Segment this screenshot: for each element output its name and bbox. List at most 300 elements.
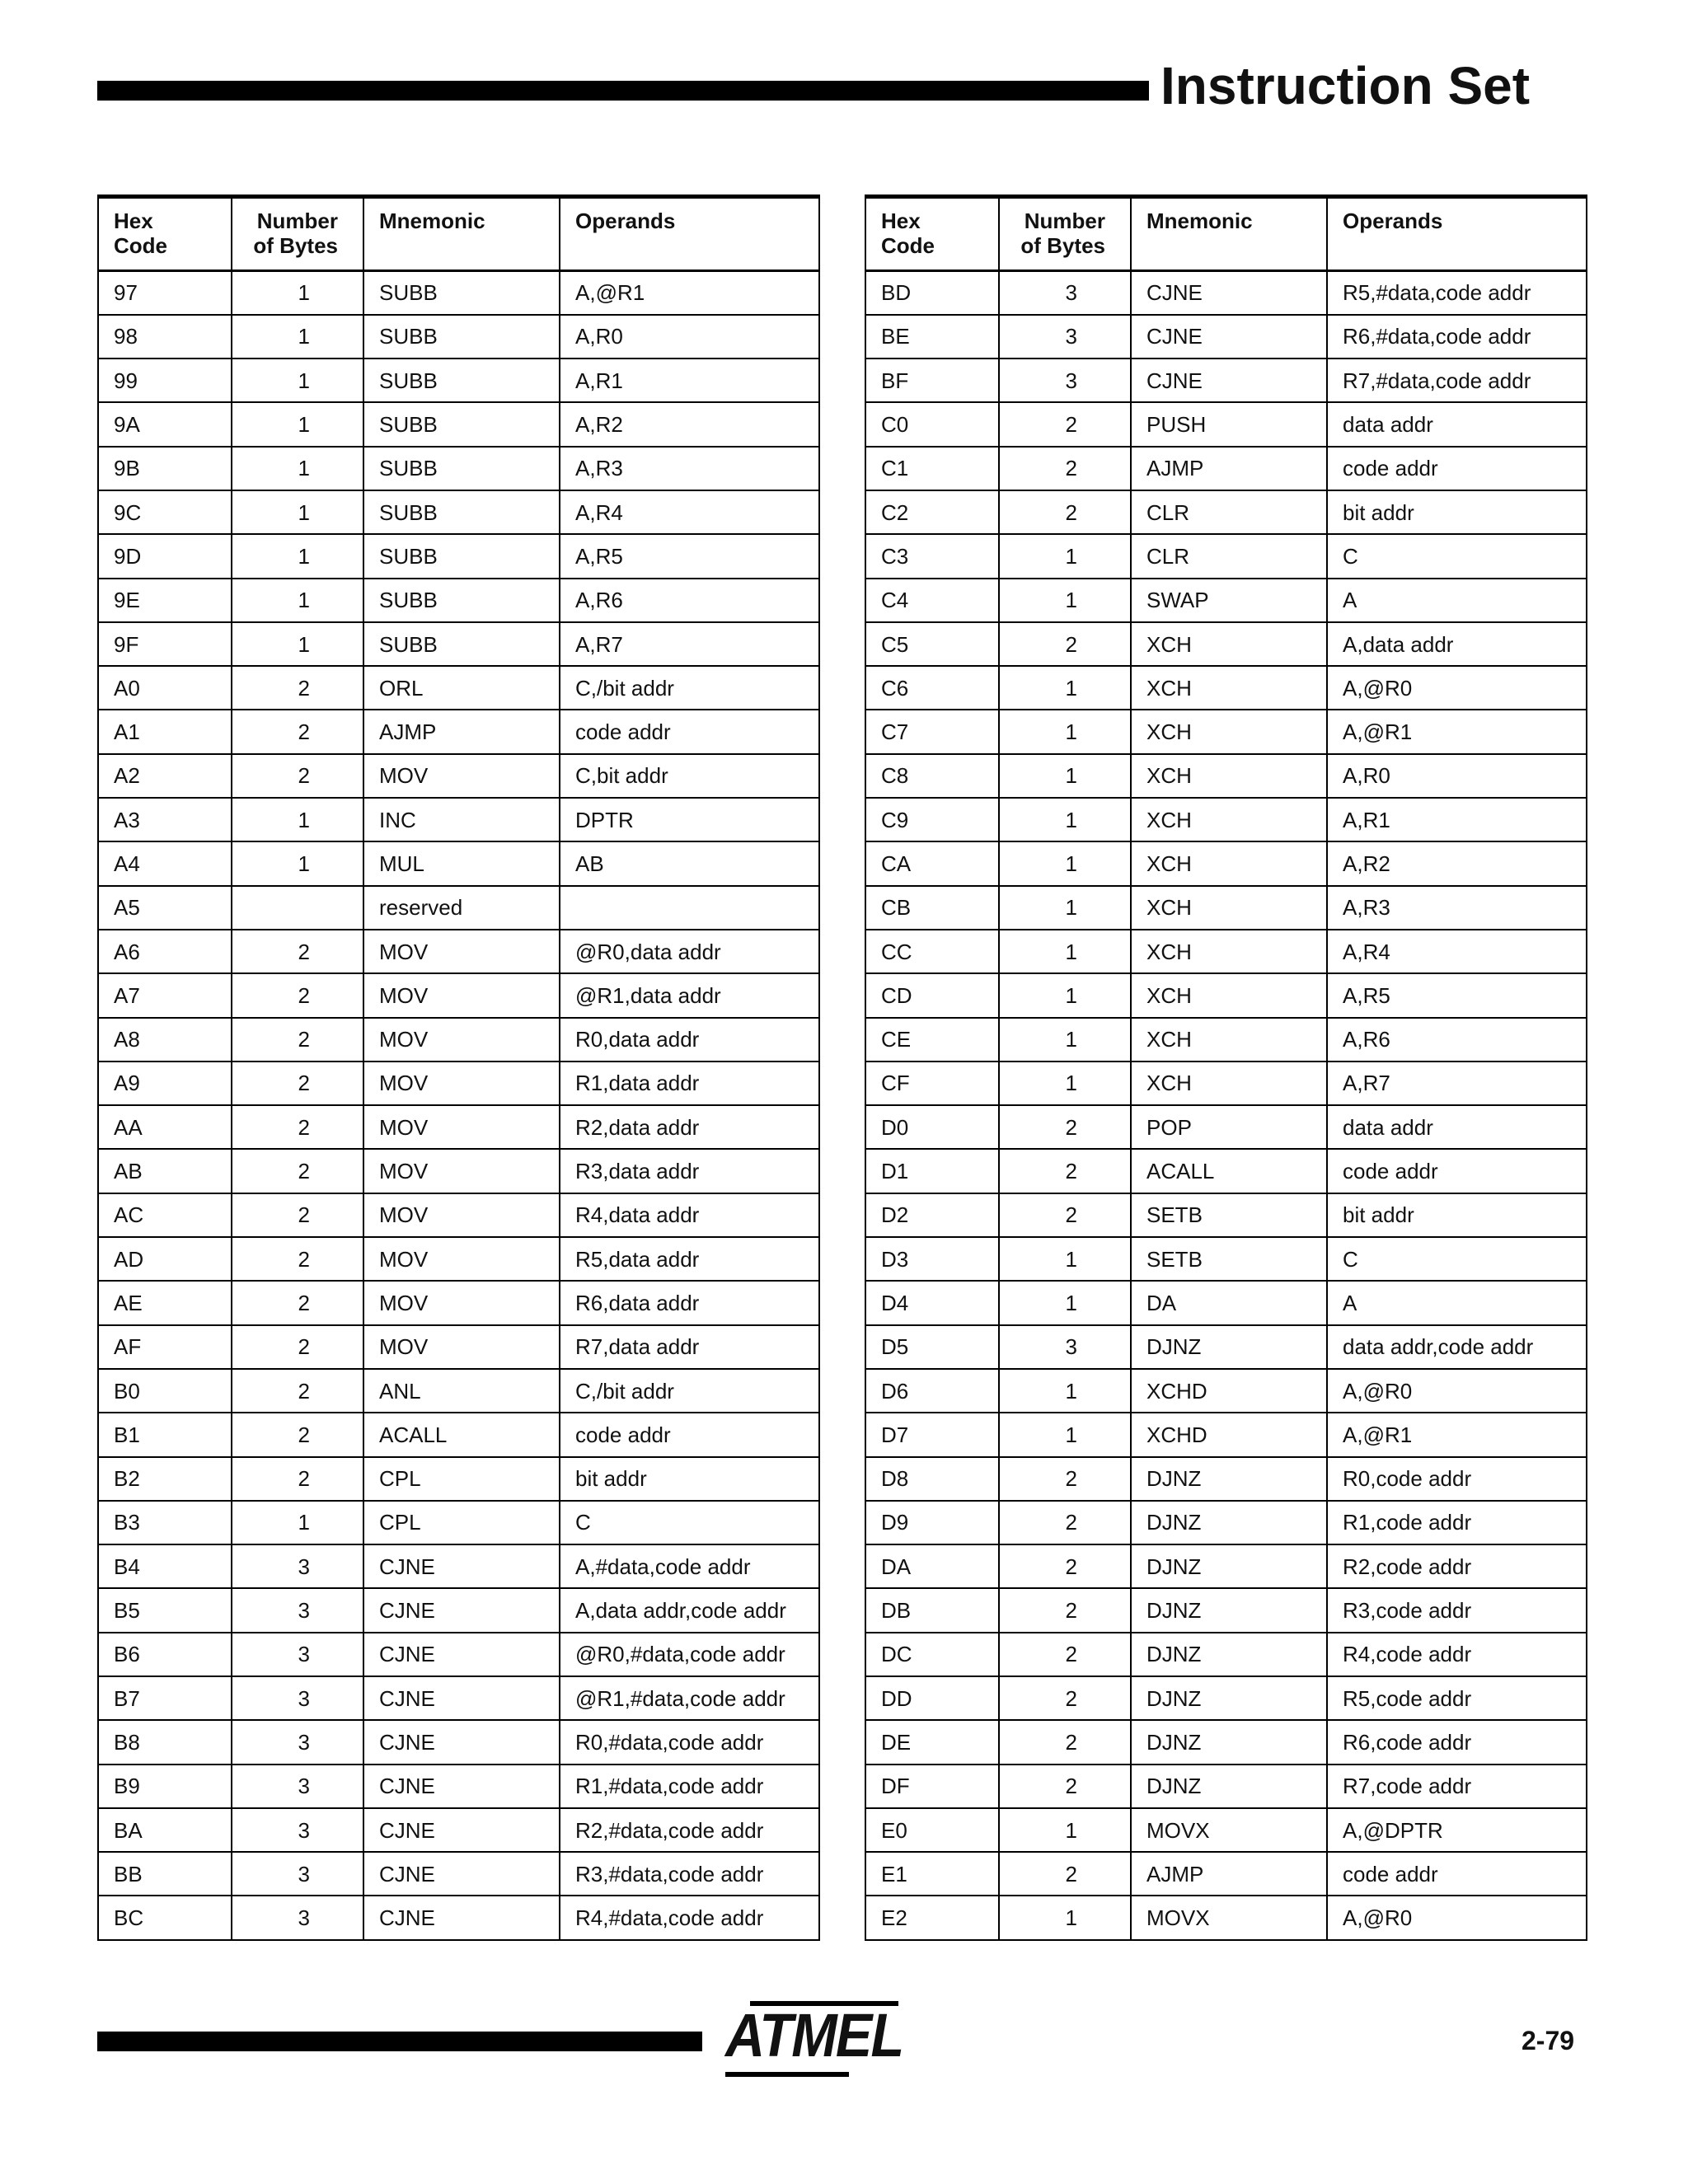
mnemonic-cell: DJNZ [1131, 1765, 1327, 1808]
hex-code-cell: DE [865, 1720, 999, 1764]
operands-cell: @R1,#data,code addr [560, 1676, 819, 1720]
operands-cell: C [560, 1501, 819, 1544]
column-header-hex-code [865, 197, 999, 271]
mnemonic-cell: CJNE [363, 1765, 560, 1808]
operands-cell: code addr [1327, 1852, 1587, 1896]
hex-code-cell: CD [865, 973, 999, 1017]
mnemonic-cell: DA [1131, 1281, 1327, 1324]
mnemonic-cell: XCH [1131, 622, 1327, 666]
mnemonic-cell: SETB [1131, 1193, 1327, 1237]
mnemonic-cell: MOVX [1131, 1808, 1327, 1852]
hex-code-cell: DC [865, 1633, 999, 1676]
table-header-row [98, 197, 819, 271]
mnemonic-cell: DJNZ [1131, 1720, 1327, 1764]
mnemonic-cell: CJNE [363, 1676, 560, 1720]
table-row [98, 1062, 819, 1105]
hex-code-cell: D4 [865, 1281, 999, 1324]
hex-code-cell: B6 [98, 1633, 232, 1676]
operands-cell: bit addr [1327, 490, 1587, 534]
mnemonic-cell: DJNZ [1131, 1501, 1327, 1544]
operands-cell: R2,code addr [1327, 1544, 1587, 1588]
hex-code-cell: C4 [865, 579, 999, 622]
table-row [865, 1765, 1587, 1808]
table-header-row [865, 197, 1587, 271]
hex-code-cell: AA [98, 1105, 232, 1149]
table-row [865, 490, 1587, 534]
mnemonic-cell: SUBB [363, 447, 560, 490]
byte-count-cell: 2 [999, 1588, 1131, 1632]
operands-cell: @R1,data addr [560, 973, 819, 1017]
hex-code-cell: 99 [98, 359, 232, 402]
table-row [98, 973, 819, 1017]
byte-count-cell: 2 [999, 1765, 1131, 1808]
mnemonic-cell: ANL [363, 1369, 560, 1413]
operands-cell: A,R7 [560, 622, 819, 666]
table-row [865, 447, 1587, 490]
byte-count-cell: 3 [232, 1808, 363, 1852]
byte-count-cell: 2 [232, 1325, 363, 1369]
hex-code-cell: E1 [865, 1852, 999, 1896]
hex-code-cell: A7 [98, 973, 232, 1017]
operands-cell: R7,#data,code addr [1327, 359, 1587, 402]
mnemonic-cell: XCH [1131, 930, 1327, 973]
byte-count-cell: 2 [999, 1501, 1131, 1544]
hex-code-cell: C2 [865, 490, 999, 534]
byte-count-cell: 2 [232, 973, 363, 1017]
mnemonic-cell: MOV [363, 1237, 560, 1281]
table-row [865, 1501, 1587, 1544]
mnemonic-cell: MOV [363, 1281, 560, 1324]
table-row [865, 1413, 1587, 1456]
byte-count-cell: 2 [999, 1457, 1131, 1501]
hex-code-cell: AB [98, 1149, 232, 1193]
operands-cell: A [1327, 579, 1587, 622]
hex-code-cell: AF [98, 1325, 232, 1369]
operands-cell: R0,data addr [560, 1018, 819, 1062]
table-row [98, 886, 819, 930]
mnemonic-cell: XCH [1131, 1018, 1327, 1062]
byte-count-cell: 3 [232, 1633, 363, 1676]
byte-count-cell: 2 [999, 1544, 1131, 1588]
column-header-hex-code [98, 197, 232, 271]
table-row [98, 1896, 819, 1939]
hex-code-cell: 9E [98, 579, 232, 622]
table-row [98, 622, 819, 666]
column-header-operands: Operands [1327, 197, 1587, 271]
table-row [865, 1369, 1587, 1413]
hex-code-cell: CB [865, 886, 999, 930]
hex-code-cell: 9B [98, 447, 232, 490]
operands-cell: data addr [1327, 402, 1587, 446]
hex-code-cell: A9 [98, 1062, 232, 1105]
operands-cell: code addr [1327, 1149, 1587, 1193]
byte-count-cell: 2 [232, 710, 363, 753]
table-row [865, 1457, 1587, 1501]
hex-code-cell: CF [865, 1062, 999, 1105]
byte-count-cell: 3 [999, 271, 1131, 315]
operands-cell: A,#data,code addr [560, 1544, 819, 1588]
operands-cell: R1,code addr [1327, 1501, 1587, 1544]
table-row [865, 402, 1587, 446]
table-row [865, 1237, 1587, 1281]
hex-code-cell: D5 [865, 1325, 999, 1369]
operands-cell: A,@R0 [1327, 1369, 1587, 1413]
operands-cell: A,data addr [1327, 622, 1587, 666]
table-row [98, 271, 819, 315]
table-row [98, 315, 819, 359]
table-row [865, 1105, 1587, 1149]
operands-cell: R1,#data,code addr [560, 1765, 819, 1808]
hex-code-cell: D9 [865, 1501, 999, 1544]
instruction-table-right [865, 194, 1587, 1941]
hex-code-cell: 9A [98, 402, 232, 446]
byte-count-cell: 2 [232, 1369, 363, 1413]
hex-code-cell: A5 [98, 886, 232, 930]
logo-stripe-bottom [725, 2072, 849, 2077]
operands-cell: R4,#data,code addr [560, 1896, 819, 1939]
instruction-table-left [97, 194, 820, 1941]
byte-count-cell: 3 [232, 1544, 363, 1588]
byte-count-cell: 1 [999, 886, 1131, 930]
column-header-operands: Operands [560, 197, 819, 271]
table-row [98, 1149, 819, 1193]
operands-cell: R4,code addr [1327, 1633, 1587, 1676]
hex-code-cell: AC [98, 1193, 232, 1237]
table-row [865, 622, 1587, 666]
operands-cell: @R0,#data,code addr [560, 1633, 819, 1676]
operands-cell: A,R5 [1327, 973, 1587, 1017]
mnemonic-cell: MOV [363, 1105, 560, 1149]
mnemonic-cell: CLR [1131, 490, 1327, 534]
mnemonic-cell: CJNE [363, 1852, 560, 1896]
byte-count-cell: 3 [232, 1896, 363, 1939]
hex-code-cell: E0 [865, 1808, 999, 1852]
byte-count-cell: 1 [999, 534, 1131, 578]
operands-cell: R2,data addr [560, 1105, 819, 1149]
hex-code-cell: DA [865, 1544, 999, 1588]
mnemonic-cell: CJNE [363, 1720, 560, 1764]
mnemonic-cell: CPL [363, 1457, 560, 1501]
mnemonic-cell: MOV [363, 973, 560, 1017]
byte-count-cell: 1 [999, 1237, 1131, 1281]
operands-cell: AB [560, 841, 819, 885]
hex-code-cell: B2 [98, 1457, 232, 1501]
logo-text: ATMEL [725, 2001, 903, 2069]
table-row [865, 1633, 1587, 1676]
operands-cell: DPTR [560, 798, 819, 841]
table-row [98, 1369, 819, 1413]
byte-count-cell: 3 [232, 1852, 363, 1896]
hex-code-cell: DD [865, 1676, 999, 1720]
byte-count-cell [232, 886, 363, 930]
table-row [98, 534, 819, 578]
byte-count-cell: 1 [999, 1018, 1131, 1062]
mnemonic-cell: CJNE [363, 1544, 560, 1588]
hex-code-cell: AE [98, 1281, 232, 1324]
operands-cell: R4,data addr [560, 1193, 819, 1237]
byte-count-cell: 1 [999, 930, 1131, 973]
byte-count-cell: 1 [999, 1413, 1131, 1456]
hex-code-cell: CA [865, 841, 999, 885]
table-row [98, 1676, 819, 1720]
table-row [98, 1105, 819, 1149]
operands-cell: data addr,code addr [1327, 1325, 1587, 1369]
table-row [98, 490, 819, 534]
operands-cell: C,/bit addr [560, 666, 819, 710]
operands-cell: A,@R0 [1327, 666, 1587, 710]
operands-cell: bit addr [560, 1457, 819, 1501]
byte-count-cell: 1 [999, 710, 1131, 753]
operands-cell: A,@R1 [1327, 710, 1587, 753]
byte-count-cell: 3 [232, 1765, 363, 1808]
mnemonic-cell: ACALL [1131, 1149, 1327, 1193]
mnemonic-cell: XCH [1131, 886, 1327, 930]
operands-cell: A,R6 [1327, 1018, 1587, 1062]
hex-code-cell: A6 [98, 930, 232, 973]
mnemonic-cell: MOV [363, 1018, 560, 1062]
hex-code-cell: C6 [865, 666, 999, 710]
mnemonic-cell: MOV [363, 930, 560, 973]
byte-count-cell: 1 [999, 798, 1131, 841]
hex-code-cell: D0 [865, 1105, 999, 1149]
hex-code-cell: D7 [865, 1413, 999, 1456]
operands-cell: R1,data addr [560, 1062, 819, 1105]
hex-code-cell: E2 [865, 1896, 999, 1939]
table-row [98, 1457, 819, 1501]
mnemonic-cell: SUBB [363, 315, 560, 359]
byte-count-cell: 1 [232, 402, 363, 446]
operands-cell: A,R4 [1327, 930, 1587, 973]
mnemonic-cell: DJNZ [1131, 1325, 1327, 1369]
byte-count-cell: 3 [232, 1588, 363, 1632]
mnemonic-cell: SUBB [363, 579, 560, 622]
byte-count-cell: 1 [232, 534, 363, 578]
hex-code-cell: BA [98, 1808, 232, 1852]
table-row [98, 1852, 819, 1896]
operands-cell: @R0,data addr [560, 930, 819, 973]
byte-count-cell: 3 [999, 359, 1131, 402]
mnemonic-cell: MOV [363, 1193, 560, 1237]
operands-cell: code addr [560, 1413, 819, 1456]
header-hex-line1: Hex [114, 209, 153, 233]
byte-count-cell: 1 [232, 359, 363, 402]
byte-count-cell: 1 [999, 1369, 1131, 1413]
column-header-number-of-bytes [999, 197, 1131, 271]
mnemonic-cell: CJNE [363, 1633, 560, 1676]
table-row [98, 1501, 819, 1544]
mnemonic-cell: MOV [363, 1062, 560, 1105]
operands-cell: data addr [1327, 1105, 1587, 1149]
operands-cell: R7,code addr [1327, 1765, 1587, 1808]
hex-code-cell: C7 [865, 710, 999, 753]
operands-cell: R3,#data,code addr [560, 1852, 819, 1896]
table-row [98, 359, 819, 402]
mnemonic-cell: CJNE [1131, 315, 1327, 359]
table-row [865, 1852, 1587, 1896]
table-row [865, 1018, 1587, 1062]
operands-cell: A,R0 [1327, 754, 1587, 798]
mnemonic-cell: XCHD [1131, 1369, 1327, 1413]
hex-code-cell: B4 [98, 1544, 232, 1588]
hex-code-cell: D1 [865, 1149, 999, 1193]
operands-cell: A,@R1 [1327, 1413, 1587, 1456]
column-header-number-of-bytes [232, 197, 363, 271]
page-number: 2-79 [1522, 2026, 1575, 2055]
byte-count-cell: 1 [232, 579, 363, 622]
table-row [865, 973, 1587, 1017]
table-row [98, 666, 819, 710]
byte-count-cell: 1 [999, 1062, 1131, 1105]
hex-code-cell: B1 [98, 1413, 232, 1456]
mnemonic-cell: AJMP [1131, 447, 1327, 490]
table-row [865, 1896, 1587, 1939]
operands-cell: C [1327, 534, 1587, 578]
mnemonic-cell: SETB [1131, 1237, 1327, 1281]
byte-count-cell: 2 [232, 666, 363, 710]
byte-count-cell: 3 [999, 1325, 1131, 1369]
mnemonic-cell: XCH [1131, 1062, 1327, 1105]
hex-code-cell: BF [865, 359, 999, 402]
hex-code-cell: C8 [865, 754, 999, 798]
hex-code-cell: BD [865, 271, 999, 315]
table-body-left [98, 271, 819, 1940]
table-row [865, 1193, 1587, 1237]
hex-code-cell: B9 [98, 1765, 232, 1808]
table-row [98, 798, 819, 841]
mnemonic-cell: XCH [1131, 710, 1327, 753]
table-row [865, 886, 1587, 930]
operands-cell: A,R4 [560, 490, 819, 534]
mnemonic-cell: PUSH [1131, 402, 1327, 446]
mnemonic-cell: SUBB [363, 359, 560, 402]
mnemonic-cell: XCH [1131, 841, 1327, 885]
mnemonic-cell: CJNE [1131, 359, 1327, 402]
mnemonic-cell: SUBB [363, 490, 560, 534]
operands-cell: R5,code addr [1327, 1676, 1587, 1720]
byte-count-cell: 3 [232, 1676, 363, 1720]
hex-code-cell: C1 [865, 447, 999, 490]
hex-code-cell: A0 [98, 666, 232, 710]
byte-count-cell: 1 [232, 315, 363, 359]
operands-cell: A,R5 [560, 534, 819, 578]
table-row [865, 930, 1587, 973]
table-row [98, 1193, 819, 1237]
byte-count-cell: 2 [999, 447, 1131, 490]
byte-count-cell: 2 [232, 1062, 363, 1105]
byte-count-cell: 2 [232, 1281, 363, 1324]
byte-count-cell: 1 [999, 754, 1131, 798]
mnemonic-cell: AJMP [363, 710, 560, 753]
hex-code-cell: DB [865, 1588, 999, 1632]
mnemonic-cell: CJNE [363, 1896, 560, 1939]
mnemonic-cell: CJNE [1131, 271, 1327, 315]
table-row [865, 534, 1587, 578]
table-row [865, 1062, 1587, 1105]
table-row [865, 666, 1587, 710]
byte-count-cell: 2 [999, 490, 1131, 534]
hex-code-cell: C9 [865, 798, 999, 841]
table-row [865, 271, 1587, 315]
mnemonic-cell: SUBB [363, 622, 560, 666]
table-row [98, 402, 819, 446]
table-row [865, 1808, 1587, 1852]
hex-code-cell: B7 [98, 1676, 232, 1720]
table-row [865, 798, 1587, 841]
mnemonic-cell: XCH [1131, 973, 1327, 1017]
hex-code-cell: BE [865, 315, 999, 359]
operands-cell: R6,code addr [1327, 1720, 1587, 1764]
operands-cell: A [1327, 1281, 1587, 1324]
byte-count-cell: 2 [232, 1149, 363, 1193]
byte-count-cell: 1 [232, 447, 363, 490]
table-body-right [865, 271, 1587, 1940]
operands-cell: R3,data addr [560, 1149, 819, 1193]
byte-count-cell: 3 [232, 1720, 363, 1764]
byte-count-cell: 2 [232, 754, 363, 798]
header-rule [97, 81, 1149, 101]
operands-cell: R0,#data,code addr [560, 1720, 819, 1764]
operands-cell: C [1327, 1237, 1587, 1281]
table-row [98, 447, 819, 490]
table-row [865, 841, 1587, 885]
hex-code-cell: AD [98, 1237, 232, 1281]
hex-code-cell: C5 [865, 622, 999, 666]
operands-cell: A,@R0 [1327, 1896, 1587, 1939]
table-row [865, 710, 1587, 753]
mnemonic-cell: MOVX [1131, 1896, 1327, 1939]
hex-code-cell: A8 [98, 1018, 232, 1062]
table-row [98, 1765, 819, 1808]
mnemonic-cell: XCHD [1131, 1413, 1327, 1456]
mnemonic-cell: MOV [363, 754, 560, 798]
hex-code-cell: A2 [98, 754, 232, 798]
byte-count-cell: 2 [999, 622, 1131, 666]
operands-cell: R0,code addr [1327, 1457, 1587, 1501]
table-row [98, 1413, 819, 1456]
mnemonic-cell: MUL [363, 841, 560, 885]
table-row [98, 1588, 819, 1632]
operands-cell: A,@DPTR [1327, 1808, 1587, 1852]
operands-cell [560, 886, 819, 930]
table-row [98, 1808, 819, 1852]
table-row [865, 1544, 1587, 1588]
byte-count-cell: 2 [232, 930, 363, 973]
table-row [98, 1281, 819, 1324]
hex-code-cell: BB [98, 1852, 232, 1896]
hex-code-cell: 9D [98, 534, 232, 578]
byte-count-cell: 1 [232, 841, 363, 885]
operands-cell: A,R1 [1327, 798, 1587, 841]
mnemonic-cell: MOV [363, 1149, 560, 1193]
hex-code-cell: D6 [865, 1369, 999, 1413]
operands-cell: R3,code addr [1327, 1588, 1587, 1632]
mnemonic-cell: CJNE [363, 1588, 560, 1632]
table-row [98, 841, 819, 885]
hex-code-cell: BC [98, 1896, 232, 1939]
byte-count-cell: 1 [232, 490, 363, 534]
mnemonic-cell: DJNZ [1131, 1457, 1327, 1501]
mnemonic-cell: DJNZ [1131, 1544, 1327, 1588]
operands-cell: A,R1 [560, 359, 819, 402]
mnemonic-cell: CLR [1131, 534, 1327, 578]
operands-cell: R5,data addr [560, 1237, 819, 1281]
hex-code-cell: D3 [865, 1237, 999, 1281]
table-row [865, 579, 1587, 622]
operands-cell: A,R0 [560, 315, 819, 359]
mnemonic-cell: CPL [363, 1501, 560, 1544]
hex-code-cell: B3 [98, 1501, 232, 1544]
byte-count-cell: 2 [999, 402, 1131, 446]
